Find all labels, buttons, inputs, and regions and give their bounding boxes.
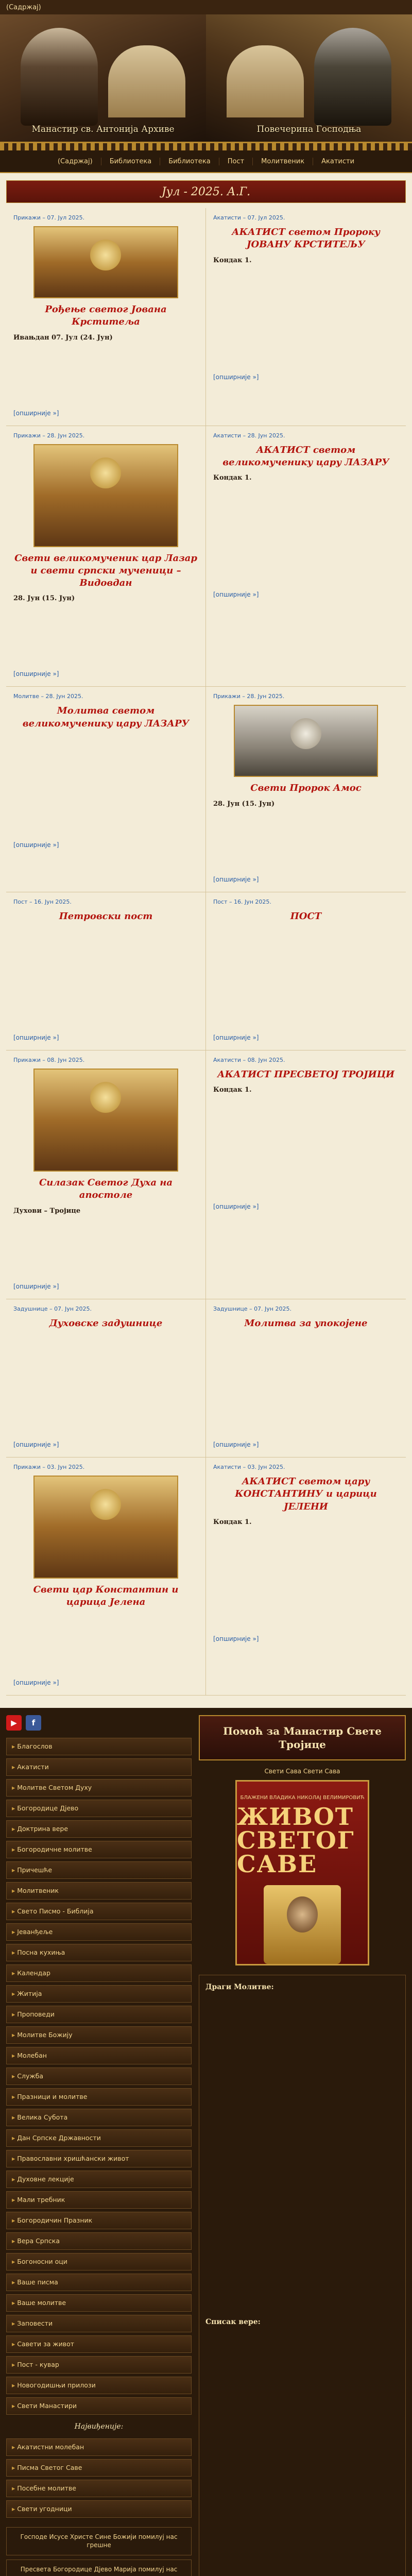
- header-banner: [0, 14, 412, 143]
- article-meta[interactable]: Прикажи – 28. Јун 2025.: [13, 432, 85, 439]
- article-body: [13, 345, 198, 406]
- saint-icon-image: [264, 1885, 341, 1964]
- left-sidebar: [6, 1715, 192, 2576]
- menu-item[interactable]: [6, 1964, 192, 1982]
- menu-item[interactable]: [6, 2480, 192, 2497]
- article-title[interactable]: АКАТИСТ светом великомученику цару ЛАЗАРУ: [222, 444, 389, 468]
- menu-item-link[interactable]: ▸ Свети угодници: [12, 2505, 72, 2513]
- menu-item[interactable]: [6, 1800, 192, 1817]
- top-contents-link[interactable]: (Садржај): [6, 3, 41, 11]
- menu-item-link[interactable]: ▸ Ваше молитве: [12, 2299, 66, 2307]
- read-more-link[interactable]: [опширније »]: [213, 1203, 259, 1211]
- article-card: [206, 1050, 406, 1299]
- article-meta[interactable]: Акатисти – 28. Јун 2025.: [213, 432, 285, 439]
- icon-thumbnail-image[interactable]: [33, 1476, 178, 1579]
- menu-item-link[interactable]: ▸ Благослов: [12, 1742, 53, 1750]
- social-links: [6, 1715, 192, 1731]
- menu-item-link[interactable]: ▸ Велика Субота: [12, 2113, 67, 2121]
- menu-item-link[interactable]: ▸ Ваше писма: [12, 2278, 58, 2286]
- icon-thumbnail-image[interactable]: [33, 444, 178, 547]
- menu-item[interactable]: [6, 1820, 192, 1838]
- menu-item-link[interactable]: ▸ Новогодишњи прилози: [12, 2381, 96, 2389]
- menu-item-link[interactable]: ▸ Писма Светог Саве: [12, 2464, 82, 2471]
- notice-box: [199, 1975, 406, 2576]
- menu-item-link[interactable]: ▸ Свети Манастири: [12, 2402, 77, 2410]
- menu-item-link[interactable]: ▸ Дан Српске Државности: [12, 2134, 101, 2142]
- article-card: [6, 1050, 206, 1299]
- menu-item[interactable]: [6, 2150, 192, 2167]
- menu-item[interactable]: [6, 2232, 192, 2250]
- article-title[interactable]: Рођење светог Јована Крститеља: [45, 304, 167, 328]
- menu-item-link[interactable]: ▸ Житија: [12, 1990, 42, 1997]
- menu-item-link[interactable]: ▸ Духовне лекције: [12, 2175, 74, 2183]
- article-subtitle: Духови – Тројице: [13, 1207, 81, 1215]
- menu-item-link[interactable]: ▸ Посебне молитве: [12, 2484, 76, 2492]
- icon-thumbnail-image[interactable]: [234, 705, 379, 777]
- article-subtitle: Кондак 1.: [213, 1086, 252, 1094]
- current-month-heading: Јул - 2025. А.Г.: [6, 180, 406, 203]
- menu-item-link[interactable]: ▸ Православни хришћански живот: [12, 2155, 129, 2162]
- saint-portrait-image: [314, 28, 391, 126]
- article-body: [213, 267, 399, 370]
- nav-item-library[interactable]: Библиотека: [101, 158, 161, 165]
- banner-left-caption: Манастир св. Антонија Архиве: [31, 124, 175, 134]
- nav-item-akathists[interactable]: Акатисти: [321, 157, 355, 165]
- menu-item[interactable]: [6, 1882, 192, 1900]
- menu-item-link[interactable]: ▸ Пост - кувар: [12, 2361, 59, 2368]
- donation-banner[interactable]: [199, 1715, 406, 1760]
- article-title[interactable]: АКАТИСТ ПРЕСВЕТОЈ ТРОЈИЦИ: [217, 1069, 394, 1080]
- article-body: [213, 1097, 399, 1200]
- read-more-link[interactable]: [опширније »]: [13, 1282, 59, 1290]
- nav-item-contents[interactable]: (Садржај): [49, 158, 101, 165]
- monk-portrait-image: [21, 28, 98, 126]
- menu-item[interactable]: [6, 2377, 192, 2394]
- menu-item-link[interactable]: ▸ Богородичне молитве: [12, 1845, 92, 1853]
- saint-sava-strip: Свети Сава Свети Сава: [264, 1767, 340, 1775]
- article-body: [13, 928, 198, 1031]
- article-meta[interactable]: Пост – 16. Јун 2025.: [13, 898, 72, 905]
- article-card: [206, 1299, 406, 1458]
- read-more-link[interactable]: [опширније »]: [213, 875, 259, 883]
- menu-item-link[interactable]: ▸ Служба: [12, 2072, 43, 2080]
- banner-right: [206, 14, 412, 142]
- menu-item[interactable]: [6, 1738, 192, 1755]
- book-cover[interactable]: [235, 1780, 369, 1965]
- article-body: [13, 605, 198, 667]
- menu-item-link[interactable]: ▸ Савети за живот: [12, 2340, 74, 2348]
- nav-item-library-2[interactable]: Библиотека: [160, 158, 219, 165]
- article-body: [13, 1614, 198, 1676]
- menu-item[interactable]: [6, 2212, 192, 2229]
- article-card: [6, 1458, 206, 1696]
- menu-item-link[interactable]: ▸ Јеванђеље: [12, 1928, 53, 1936]
- article-meta[interactable]: Прикажи – 03. Јун 2025.: [13, 1463, 85, 1470]
- menu-item[interactable]: [6, 2026, 192, 2044]
- article-title[interactable]: Петровски пост: [59, 910, 153, 922]
- article-meta[interactable]: Акатисти – 03. Јун 2025.: [213, 1463, 285, 1470]
- read-more-link[interactable]: [опширније »]: [13, 1679, 59, 1686]
- read-more-link[interactable]: [опширније »]: [13, 841, 59, 849]
- book-title: ЖИВОТ СВЕТОГ САВЕ: [237, 1802, 355, 1878]
- banner-right-caption: Повечерина Господња: [256, 124, 362, 134]
- menu-item[interactable]: [6, 2253, 192, 2270]
- read-more-link[interactable]: [опширније »]: [213, 1034, 259, 1042]
- category-menu: [6, 1738, 192, 2518]
- article-card: [6, 687, 206, 892]
- banner-left: [0, 14, 206, 142]
- read-more-link[interactable]: [опширније »]: [213, 373, 259, 381]
- notice-subtitle: Списак вере:: [205, 2317, 261, 2326]
- right-sidebar: [199, 1715, 406, 2576]
- article-card: [206, 1458, 406, 1696]
- menu-item-link[interactable]: ▸ Акатисти: [12, 1763, 49, 1771]
- menu-item-link[interactable]: ▸ Празници и молитве: [12, 2093, 87, 2100]
- menu-item-link[interactable]: ▸ Мали требник: [12, 2196, 65, 2204]
- menu-item-link[interactable]: ▸ Богородице Дјево: [12, 1804, 78, 1812]
- menu-item-link[interactable]: ▸ Доктрина вере: [12, 1825, 68, 1833]
- prayer-link-christ[interactable]: Господе Исусе Христе Сине Божији помилуј нас грешне: [6, 2527, 192, 2556]
- menu-item-link[interactable]: ▸ Причешће: [12, 1866, 52, 1874]
- menu-item[interactable]: [6, 2067, 192, 2085]
- menu-item[interactable]: [6, 1985, 192, 2003]
- menu-item[interactable]: [6, 1903, 192, 1920]
- menu-item-link[interactable]: ▸ Молитве Светом Духу: [12, 1784, 92, 1791]
- monastery-image: [108, 45, 185, 117]
- menu-item[interactable]: [6, 2438, 192, 2456]
- article-card: [206, 208, 406, 426]
- menu-item[interactable]: [6, 2335, 192, 2353]
- article-body: [13, 1218, 198, 1280]
- read-more-link[interactable]: [опширније »]: [13, 409, 59, 417]
- menu-item-link[interactable]: ▸ Богородичин Празник: [12, 2216, 92, 2224]
- menu-item-link[interactable]: ▸ Молебан: [12, 2052, 47, 2059]
- book-author: БЛАЖЕНИ ВЛАДИКА НИКОЛАЈ ВЕЛИМИРОВИЋ: [240, 1794, 365, 1801]
- read-more-link[interactable]: [опширније »]: [213, 1635, 259, 1642]
- menu-item[interactable]: [6, 2500, 192, 2518]
- menu-item-link[interactable]: ▸ Свето Писмо - Библија: [12, 1907, 94, 1915]
- article-body: [213, 1529, 399, 1632]
- icon-thumbnail-image[interactable]: [33, 226, 178, 298]
- church-image: [227, 45, 304, 117]
- menu-item[interactable]: [6, 2109, 192, 2126]
- article-body: [213, 928, 399, 1031]
- ornament-divider: [0, 143, 412, 150]
- article-subtitle: 28. Јун (15. Јун): [13, 595, 75, 603]
- menu-item[interactable]: [6, 2047, 192, 2064]
- nav-item-prayer-book[interactable]: Молитвеник: [253, 158, 313, 165]
- read-more-link[interactable]: [опширније »]: [13, 1440, 59, 1448]
- article-body: [213, 485, 399, 588]
- article-meta[interactable]: Задушнице – 07. Јун 2025.: [213, 1305, 291, 1312]
- icon-thumbnail-image[interactable]: [33, 1069, 178, 1172]
- article-meta[interactable]: Прикажи – 28. Јун 2025.: [213, 693, 285, 700]
- article-card: [206, 687, 406, 892]
- menu-item-link[interactable]: ▸ Богоносни оци: [12, 2258, 67, 2265]
- menu-item[interactable]: [6, 2315, 192, 2332]
- article-meta[interactable]: Задушнице – 07. Јун 2025.: [13, 1305, 92, 1312]
- top-link-bar: [0, 0, 412, 14]
- prayer-links: [6, 2527, 192, 2576]
- article-meta[interactable]: Прикажи – 08. Јун 2025.: [13, 1057, 85, 1064]
- article-subtitle: Ивањдан 07. Јул (24. Јун): [13, 333, 113, 342]
- menu-item[interactable]: [6, 2294, 192, 2312]
- menu-item[interactable]: [6, 1923, 192, 1941]
- article-subtitle: Кондак 1.: [213, 474, 252, 482]
- menu-item[interactable]: [6, 2274, 192, 2291]
- read-more-link[interactable]: [опширније »]: [213, 591, 259, 599]
- main-navigation: [0, 150, 412, 173]
- article-grid: [0, 208, 412, 1696]
- article-subtitle: 28. Јун (15. Јун): [213, 800, 275, 808]
- article-body: [13, 735, 198, 838]
- menu-item[interactable]: [6, 1779, 192, 1797]
- menu-item[interactable]: [6, 2088, 192, 2106]
- menu-item-link[interactable]: ▸ Проповеди: [12, 2010, 55, 2018]
- menu-section-text: Највиђеније:: [74, 2422, 124, 2431]
- menu-item[interactable]: [6, 1944, 192, 1961]
- article-title[interactable]: Свети великомученик цар Лазар и свети српски мученици – Видовдан: [14, 552, 197, 589]
- article-body: [213, 1335, 399, 1438]
- article-card: [206, 892, 406, 1050]
- menu-item[interactable]: [6, 2171, 192, 2188]
- menu-item[interactable]: [6, 1841, 192, 1858]
- menu-item-link[interactable]: ▸ Акатистни молебан: [12, 2443, 84, 2451]
- article-meta[interactable]: Прикажи – 07. Јул 2025.: [13, 214, 85, 221]
- article-meta[interactable]: Акатисти – 08. Јун 2025.: [213, 1057, 285, 1064]
- menu-item-link[interactable]: ▸ Вера Српска: [12, 2237, 60, 2245]
- article-title[interactable]: АКАТИСТ светом цару КОНСТАНТИНУ и царици ЈЕЛЕНИ: [235, 1476, 377, 1512]
- menu-item[interactable]: [6, 2129, 192, 2147]
- article-card: [6, 208, 206, 426]
- article-title[interactable]: АКАТИСТ светом Пророку ЈОВАНУ КРСТИТЕЉУ: [232, 227, 380, 250]
- article-card: [6, 426, 206, 687]
- article-meta[interactable]: Молитве – 28. Јун 2025.: [13, 693, 83, 700]
- bottom-panels: [0, 1708, 412, 2576]
- article-meta[interactable]: Акатисти – 07. Јул 2025.: [213, 214, 285, 221]
- youtube-icon[interactable]: ▶: [6, 1715, 22, 1731]
- menu-item[interactable]: [6, 2006, 192, 2023]
- article-title[interactable]: Духовске задушнице: [49, 1317, 163, 1329]
- article-subtitle: Кондак 1.: [213, 256, 252, 264]
- article-title[interactable]: Молитва за упокојене: [244, 1317, 368, 1329]
- donation-title: Помоћ за Манастир Свете Тројице: [223, 1724, 382, 1751]
- menu-item-link[interactable]: ▸ Посна кухиња: [12, 1948, 65, 1956]
- article-title[interactable]: Молитва светом великомученику цару ЛАЗАРУ: [22, 705, 190, 729]
- menu-item[interactable]: [6, 2459, 192, 2477]
- article-title[interactable]: Силазак Светог Духа на апостоле: [39, 1177, 173, 1201]
- nav-item-fasting[interactable]: Пост: [219, 158, 253, 165]
- article-subtitle: Кондак 1.: [213, 1518, 252, 1526]
- menu-section-label: [6, 2418, 192, 2435]
- article-body: [13, 1335, 198, 1438]
- menu-item-link[interactable]: ▸ Заповести: [12, 2319, 53, 2327]
- article-title[interactable]: Свети Пророк Амос: [250, 783, 362, 794]
- read-more-link[interactable]: [опширније »]: [13, 670, 59, 678]
- menu-item[interactable]: [6, 1861, 192, 1879]
- menu-item[interactable]: [6, 2397, 192, 2415]
- menu-item[interactable]: [6, 1758, 192, 1776]
- article-card: [6, 892, 206, 1050]
- menu-item-link[interactable]: ▸ Молитвеник: [12, 1887, 59, 1894]
- article-body: [213, 811, 399, 873]
- read-more-link[interactable]: [опширније »]: [213, 1440, 259, 1448]
- article-title[interactable]: Свети цар Константин и царица Јелена: [33, 1584, 179, 1608]
- notice-title: Драги Молитве:: [205, 1982, 274, 1991]
- article-card: [6, 1299, 206, 1458]
- article-card: [206, 426, 406, 687]
- menu-item-link[interactable]: ▸ Календар: [12, 1969, 50, 1977]
- facebook-icon[interactable]: f: [26, 1715, 41, 1731]
- menu-item-link[interactable]: ▸ Молитве Божију: [12, 2031, 73, 2039]
- read-more-link[interactable]: [опширније »]: [13, 1034, 59, 1042]
- article-meta[interactable]: Пост – 16. Јун 2025.: [213, 898, 271, 905]
- prayer-link-theotokos[interactable]: Пресвета Богородице Дјево Марија помилуј нас: [6, 2560, 192, 2576]
- menu-item[interactable]: [6, 2356, 192, 2374]
- article-title[interactable]: ПОСТ: [290, 910, 322, 922]
- menu-item[interactable]: [6, 2191, 192, 2209]
